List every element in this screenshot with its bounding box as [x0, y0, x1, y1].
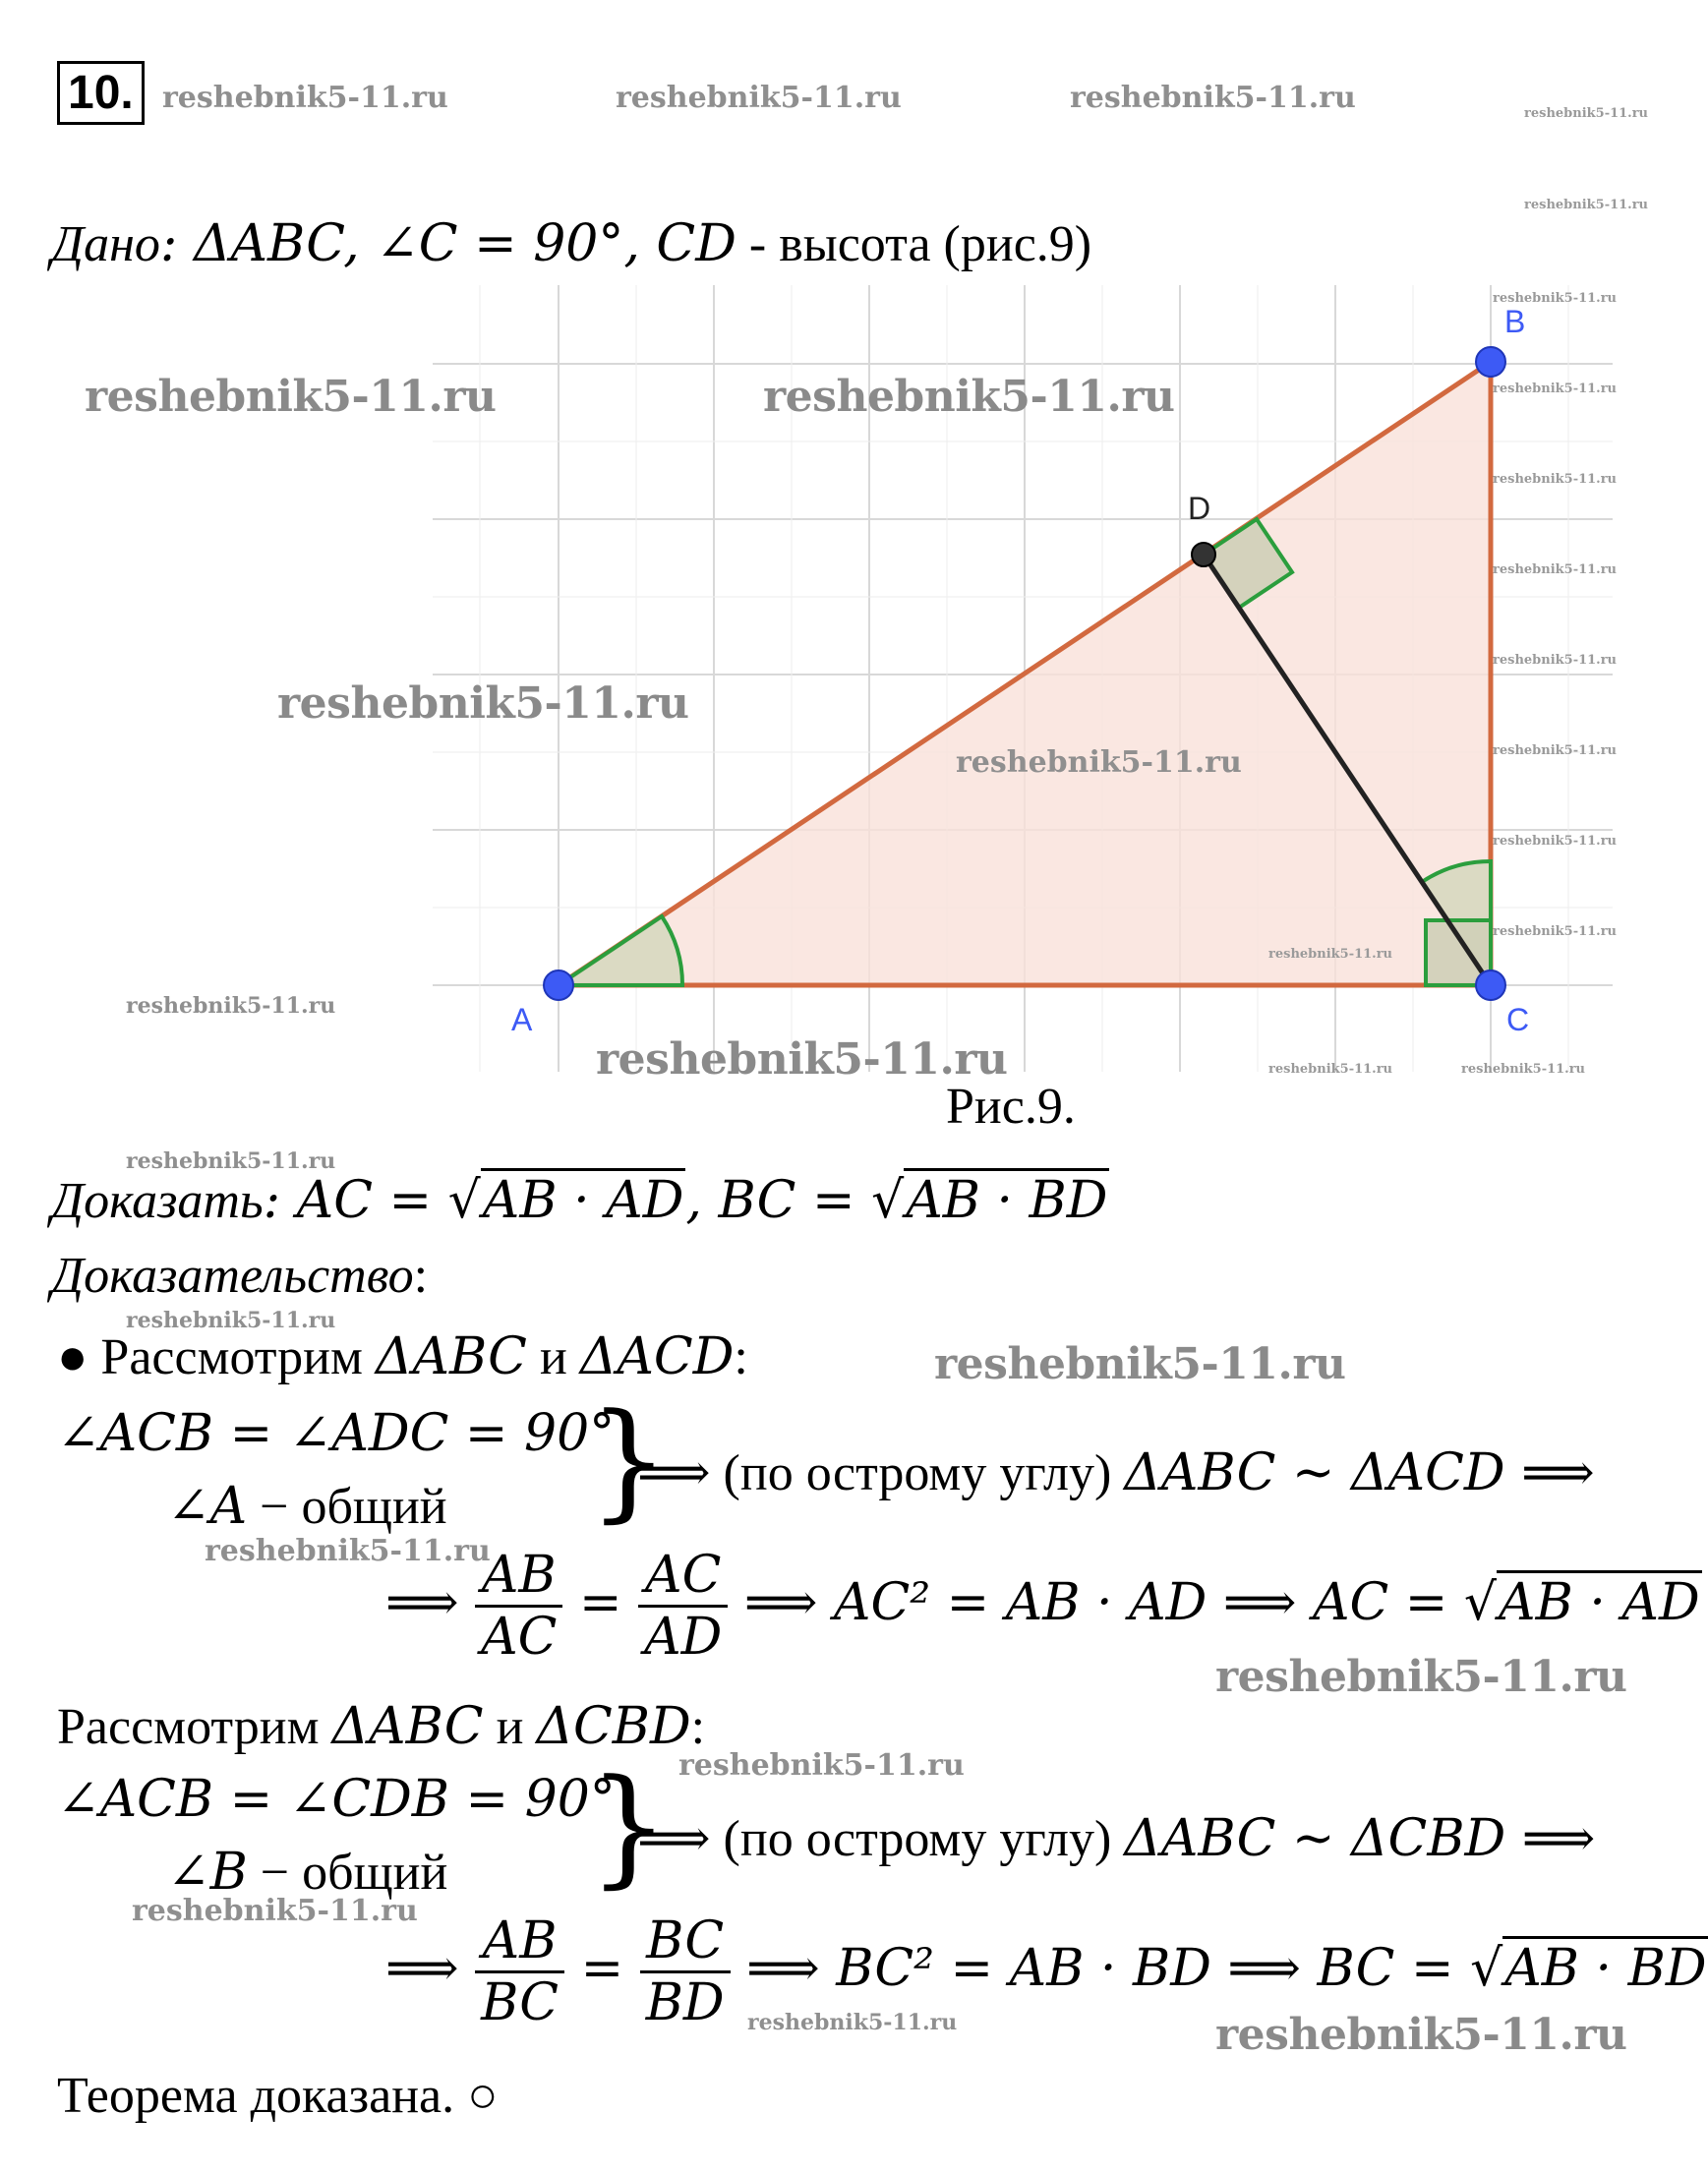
- step2-result-b: ΔABC ~ ΔCBD ⟹: [1124, 1809, 1596, 1868]
- step1-head-e: :: [734, 1329, 748, 1385]
- given-suffix: - высота (рис.9): [736, 216, 1092, 272]
- watermark: reshebnik5-11.ru: [1493, 291, 1618, 306]
- prove-sqrt-1: AB · AD: [481, 1168, 686, 1230]
- frac-num: AB: [475, 1546, 562, 1608]
- frac-num: AB: [475, 1911, 564, 1973]
- given-formula: : ΔABC, ∠C = 90°, CD: [159, 214, 736, 273]
- step1-eq-rest: ⟹ AC² = AB · AD ⟹ AC =: [743, 1573, 1464, 1632]
- watermark: reshebnik5-11.ru: [85, 372, 497, 422]
- frac-den: BD: [645, 1973, 725, 2032]
- step2-eq-rest: ⟹ BC² = AB · BD ⟹ BC =: [746, 1939, 1471, 1998]
- frac-num: AC: [638, 1546, 728, 1608]
- watermark: reshebnik5-11.ru: [616, 81, 902, 115]
- given-label: Дано: [51, 216, 160, 272]
- step1-result: [637, 1443, 1595, 1502]
- angle-a-mark: [559, 916, 682, 985]
- watermark: reshebnik5-11.ru: [1461, 1062, 1586, 1077]
- watermark: reshebnik5-11.ru: [126, 1308, 336, 1333]
- watermark: reshebnik5-11.ru: [934, 1339, 1346, 1389]
- step1-result-b: ΔABC ~ ΔACD ⟹: [1124, 1443, 1595, 1502]
- proof-colon: :: [413, 1248, 429, 1304]
- fraction: [475, 1546, 562, 1667]
- watermark: reshebnik5-11.ru: [205, 1534, 491, 1568]
- proof-label: Доказательство: [51, 1248, 414, 1304]
- frac-den: AC: [481, 1608, 558, 1667]
- watermark: reshebnik5-11.ru: [1493, 743, 1618, 758]
- watermark: reshebnik5-11.ru: [1493, 924, 1618, 939]
- watermark: reshebnik5-11.ru: [1493, 653, 1618, 668]
- brace: }: [588, 1385, 670, 1535]
- step1-head-a: ● Рассмотрим: [57, 1329, 376, 1385]
- prove-sqrt-2: AB · BD: [904, 1168, 1109, 1230]
- watermark: reshebnik5-11.ru: [1268, 1062, 1393, 1077]
- step2-cond1: ∠ACB = ∠CDB = 90°: [57, 1770, 616, 1829]
- prove-text-2: , BC =: [685, 1171, 872, 1230]
- step1-eq-sqrt: AB · AD: [1497, 1570, 1702, 1632]
- given-line: [51, 214, 1091, 273]
- proof-label-line: [51, 1247, 428, 1305]
- watermark: reshebnik5-11.ru: [1524, 106, 1649, 121]
- problem-number: 10.: [57, 61, 145, 125]
- watermark: reshebnik5-11.ru: [277, 678, 689, 729]
- step1-result-a: ⟹ (по острому углу): [637, 1445, 1125, 1501]
- step1-head-c: и: [526, 1329, 580, 1385]
- brace: }: [588, 1751, 670, 1901]
- fraction: [640, 1911, 731, 2032]
- watermark: reshebnik5-11.ru: [1070, 81, 1356, 115]
- step2-cond2: [167, 1843, 447, 1902]
- watermark: reshebnik5-11.ru: [1493, 472, 1618, 487]
- step1-cond1: ∠ACB = ∠ADC = 90°: [57, 1404, 616, 1463]
- watermark: reshebnik5-11.ru: [1493, 382, 1618, 396]
- step2-eq-sqrt: AB · BD: [1502, 1936, 1708, 1998]
- watermark: reshebnik5-11.ru: [1524, 198, 1649, 212]
- watermark: reshebnik5-11.ru: [596, 1034, 1008, 1085]
- watermark: reshebnik5-11.ru: [763, 372, 1175, 422]
- step2-head-a: Рассмотрим: [57, 1699, 332, 1755]
- watermark: reshebnik5-11.ru: [1493, 834, 1618, 849]
- step2-cond2-a: ∠B: [167, 1843, 248, 1902]
- prove-line: Доказать: AC = √AB · AD, BC = √AB · BD: [51, 1168, 1109, 1230]
- step1-cond2-a: ∠A: [167, 1477, 248, 1536]
- point-b: [1476, 347, 1505, 377]
- step1-cond2-b: − общий: [247, 1479, 447, 1535]
- step2-head-c: и: [483, 1699, 537, 1755]
- watermark: reshebnik5-11.ru: [956, 745, 1242, 780]
- step2-result: [637, 1809, 1595, 1868]
- watermark: reshebnik5-11.ru: [678, 1748, 965, 1783]
- step2-head-d: ΔCBD: [536, 1697, 691, 1756]
- step2-head-b: ΔABC: [331, 1697, 484, 1756]
- step1-head-d: ΔACD: [579, 1327, 735, 1386]
- equals: =: [580, 1939, 624, 1998]
- frac-den: AD: [644, 1608, 723, 1667]
- step2-equation: ⟹ $\frac{AB}{BC}$ = $\frac{BC}{BD}$ ⟹ BC² = AB · BD ⟹ BC = √AB · BD: [385, 1911, 1707, 2032]
- label-c: C: [1506, 1002, 1530, 1037]
- frac-num: BC: [640, 1911, 731, 1973]
- watermark: reshebnik5-11.ru: [1493, 562, 1618, 577]
- step2-result-a: ⟹ (по острому углу): [637, 1811, 1125, 1867]
- step2-cond2-b: − общий: [247, 1845, 448, 1901]
- watermark: reshebnik5-11.ru: [747, 2010, 958, 2035]
- point-a: [544, 970, 573, 1000]
- watermark: reshebnik5-11.ru: [126, 993, 336, 1019]
- watermark: reshebnik5-11.ru: [126, 1148, 336, 1174]
- label-a: A: [511, 1002, 533, 1037]
- watermark: reshebnik5-11.ru: [1215, 1652, 1627, 1702]
- label-b: B: [1504, 304, 1526, 339]
- point-d: [1192, 543, 1215, 566]
- step2-heading: [57, 1697, 705, 1756]
- step1-equation: ⟹ $\frac{AB}{AC}$ = $\frac{AC}{AD}$ ⟹ AC² = AB · AD ⟹ AC = √AB · AD: [385, 1546, 1700, 1667]
- watermark: reshebnik5-11.ru: [1215, 2010, 1627, 2060]
- step2-head-e: :: [690, 1699, 706, 1755]
- prove-text-1: : AC =: [263, 1171, 448, 1230]
- step2-eq-arrow: ⟹: [385, 1939, 459, 1998]
- point-c: [1476, 970, 1505, 1000]
- conclusion: Теорема доказана. ○: [57, 2068, 499, 2124]
- prove-label: Доказать: [51, 1173, 264, 1229]
- fraction: [638, 1546, 728, 1667]
- watermark: reshebnik5-11.ru: [1268, 947, 1393, 962]
- step1-cond2: [167, 1477, 447, 1536]
- figure-caption: Рис.9.: [946, 1079, 1076, 1135]
- watermark: reshebnik5-11.ru: [132, 1894, 418, 1928]
- step1-eq-arrow: ⟹: [385, 1573, 459, 1632]
- step1-heading: [57, 1327, 748, 1386]
- equals: =: [578, 1573, 622, 1632]
- watermark: reshebnik5-11.ru: [162, 81, 448, 115]
- fraction: [475, 1911, 564, 2032]
- step1-head-b: ΔABC: [375, 1327, 527, 1386]
- label-d: D: [1188, 491, 1211, 526]
- frac-den: BC: [481, 1973, 560, 2032]
